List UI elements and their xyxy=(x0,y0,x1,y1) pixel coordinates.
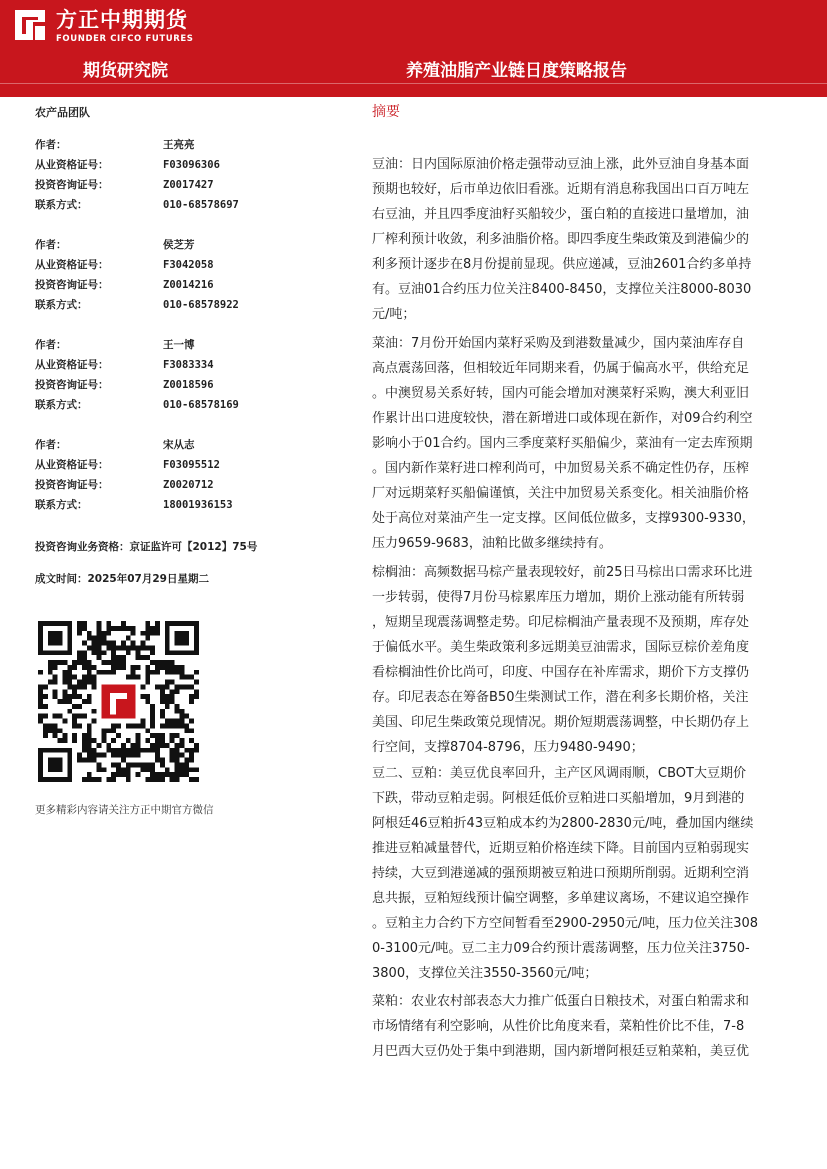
qr-code-icon[interactable] xyxy=(38,621,199,782)
text-line: ，短期呈现震荡调整走势。印尼棕榈油产量表现不及预期，库存处 xyxy=(372,615,750,630)
contact-row xyxy=(35,395,335,415)
publish-time: 成文时间：2025年07月29日星期二 xyxy=(35,573,209,585)
license-row xyxy=(35,255,335,275)
license-label: 从业资格证号： xyxy=(35,459,109,471)
paragraph-soybean-oil xyxy=(372,152,798,327)
author-label: 作者： xyxy=(35,239,67,251)
consult-label: 投资咨询证号： xyxy=(35,279,109,291)
text-line: 厂对远期菜籽买船偏谨慎，关注中加贸易关系变化。相关油脂价格 xyxy=(372,486,750,501)
paragraph-soybean-meal xyxy=(372,761,798,986)
text-line: 月巴西大豆仍处于集中到港期，国内新增阿根廷豆粕菜粕，美豆优 xyxy=(372,1044,750,1059)
text-line: 。国内新作菜籽进口榨利尚可，中加贸易关系不确定性仍存，压榨 xyxy=(372,461,750,476)
contact-label: 联系方式： xyxy=(35,299,88,311)
text-line: 看棕榈油性价比尚可，印度、中国存在补库需求，期价下方支撑仍 xyxy=(372,665,750,680)
text-line: 预期也较好，后市单边依旧看涨。近期有消息称我国出口百万吨左 xyxy=(372,182,750,197)
paragraph-rapeseed-meal xyxy=(372,989,798,1064)
text-line: 作累计出口进度较快，潜在新增进口或体现在新作，对09合约利空 xyxy=(372,411,753,426)
qr-caption: 更多精彩内容请关注方正中期官方微信 xyxy=(35,804,214,816)
author-row xyxy=(35,135,335,155)
contact-label: 联系方式： xyxy=(35,199,88,211)
author-block xyxy=(35,435,335,515)
author-row xyxy=(35,335,335,355)
contact-row xyxy=(35,195,335,215)
consult-label: 投资咨询证号： xyxy=(35,479,109,491)
contact-label: 联系方式： xyxy=(35,399,88,411)
contact-row xyxy=(35,295,335,315)
text-line: 息共振，豆粕短线预计偏空调整，多单建议离场，不建议追空操作 xyxy=(372,891,750,906)
logo-text-cn: 方正中期期货 xyxy=(56,8,188,32)
consult-row xyxy=(35,475,335,495)
text-line: 0-3100元/吨。豆二主力09合约预计震荡调整，压力位关注3750- xyxy=(372,941,750,956)
text-line: 存。印尼表态在筹备B50生柴测试工作，潜在利多长期价格，关注 xyxy=(372,690,749,705)
author-name: 侯芝芳 xyxy=(163,239,195,251)
author-row xyxy=(35,235,335,255)
text-line: 一步转弱，使得7月份马棕累库压力增加，期价上涨动能有所转弱 xyxy=(372,590,745,605)
license-row xyxy=(35,155,335,175)
consult-row xyxy=(35,275,335,295)
text-line: 棕榈油：高频数据马棕产量表现较好，前25日马棕出口需求环比进 xyxy=(372,565,753,580)
paragraph-rapeseed-oil xyxy=(372,331,798,556)
institute-name: 期货研究院 xyxy=(83,61,168,81)
author-name: 王亮亮 xyxy=(163,139,195,151)
text-line: 压力9659-9683，油粕比做多继续持有。 xyxy=(372,536,612,551)
consult-row xyxy=(35,175,335,195)
license-label: 从业资格证号： xyxy=(35,259,109,271)
report-header xyxy=(0,0,827,97)
text-line: 。中澳贸易关系好转，国内可能会增加对澳菜籽采购，澳大利亚旧 xyxy=(372,386,750,401)
qualification-line: 投资咨询业务资格：京证监许可【2012】75号 xyxy=(35,541,258,553)
text-line: 高点震荡回落，但相较近年同期来看，仍属于偏高水平，供给充足 xyxy=(372,361,750,376)
consult-label: 投资咨询证号： xyxy=(35,379,109,391)
author-label: 作者： xyxy=(35,139,67,151)
text-line: 菜油：7月份开始国内菜籽采购及到港数量减少，国内菜油库存自 xyxy=(372,336,745,351)
text-line: 于偏低水平。美生柴政策利多远期美豆油需求，国际豆棕价差角度 xyxy=(372,640,750,655)
author-label: 作者： xyxy=(35,339,67,351)
author-block xyxy=(35,235,335,315)
text-line: 处于高位对菜油产生一定支撑。区间低位做多，支撑9300-9330， xyxy=(372,511,755,526)
text-line: 持续，大豆到港递减的强预期被豆粕进口预期所削弱。近期利空消 xyxy=(372,866,750,881)
contact-number: 010-68578697 xyxy=(163,199,239,211)
logo-text-en: FOUNDER CIFCO FUTURES xyxy=(56,34,194,44)
license-number: F03095512 xyxy=(163,459,220,471)
license-number: F3083334 xyxy=(163,359,214,371)
text-line: 。豆粕主力合约下方空间暂看至2900-2950元/吨，压力位关注308 xyxy=(372,916,759,931)
text-line: 下跌，带动豆粕走弱。阿根廷低价豆粕进口买船增加，9月到港的 xyxy=(372,791,745,806)
text-line: 阿根廷46豆粕折43豆粕成本约为2800-2830元/吨，叠加国内继续 xyxy=(372,816,754,831)
author-row xyxy=(35,435,335,455)
team-name: 农产品团队 xyxy=(35,106,90,119)
author-block xyxy=(35,135,335,215)
contact-number: 010-68578922 xyxy=(163,299,239,311)
consult-label: 投资咨询证号： xyxy=(35,179,109,191)
header-divider xyxy=(0,83,827,84)
text-line: 豆油：日内国际原油价格走强带动豆油上涨，此外豆油自身基本面 xyxy=(372,157,750,172)
text-line: 豆二、豆粕：美豆优良率回升，主产区风调雨顺，CBOT大豆期价 xyxy=(372,766,746,781)
consult-number: Z0017427 xyxy=(163,179,214,191)
author-label: 作者： xyxy=(35,439,67,451)
text-line: 元/吨； xyxy=(372,307,416,322)
founder-logo-icon xyxy=(13,8,47,42)
contact-label: 联系方式： xyxy=(35,499,88,511)
author-name: 王一博 xyxy=(163,339,195,351)
license-number: F03096306 xyxy=(163,159,220,171)
text-line: 右豆油，并且四季度油籽买船较少，蛋白粕的直接进口量增加，油 xyxy=(372,207,750,222)
text-line: 影响小于01合约。国内三季度菜籽买船偏少，菜油有一定去库预期 xyxy=(372,436,753,451)
author-name: 宋从志 xyxy=(163,439,195,451)
text-line: 美国、印尼生柴政策兑现情况。期价短期震荡调整，中长期仍存上 xyxy=(372,715,750,730)
contact-row xyxy=(35,495,335,515)
text-line: 有。豆油01合约压力位关注8400-8450，支撑位关注8000-8030 xyxy=(372,282,752,297)
author-block xyxy=(35,335,335,415)
report-title: 养殖油脂产业链日度策略报告 xyxy=(406,61,627,81)
text-line: 推进豆粕减量替代，近期豆粕价格连续下降。目前国内豆粕弱现实 xyxy=(372,841,750,856)
paragraph-palm-oil xyxy=(372,560,798,760)
abstract-heading: 摘要 xyxy=(372,104,400,120)
consult-row xyxy=(35,375,335,395)
license-label: 从业资格证号： xyxy=(35,159,109,171)
consult-number: Z0014216 xyxy=(163,279,214,291)
text-line: 行空间，支撑8704-8796，压力9480-9490； xyxy=(372,740,644,755)
license-number: F3042058 xyxy=(163,259,214,271)
text-line: 菜粕：农业农村部表态大力推广低蛋白日粮技术，对蛋白粕需求和 xyxy=(372,994,750,1009)
text-line: 利多预计逐步在8月份提前显现。供应递减，豆油2601合约多单持 xyxy=(372,257,752,272)
license-row xyxy=(35,455,335,475)
text-line: 3800，支撑位关注3550-3560元/吨； xyxy=(372,966,598,981)
consult-number: Z0018596 xyxy=(163,379,214,391)
consult-number: Z0020712 xyxy=(163,479,214,491)
text-line: 厂榨利预计收敛，利多油脂价格。即四季度生柴政策及到港偏少的 xyxy=(372,232,750,247)
text-line: 市场情绪有利空影响，从性价比角度来看，菜粕性价比不佳，7-8 xyxy=(372,1019,745,1034)
contact-number: 010-68578169 xyxy=(163,399,239,411)
license-row xyxy=(35,355,335,375)
contact-number: 18001936153 xyxy=(163,499,233,511)
license-label: 从业资格证号： xyxy=(35,359,109,371)
